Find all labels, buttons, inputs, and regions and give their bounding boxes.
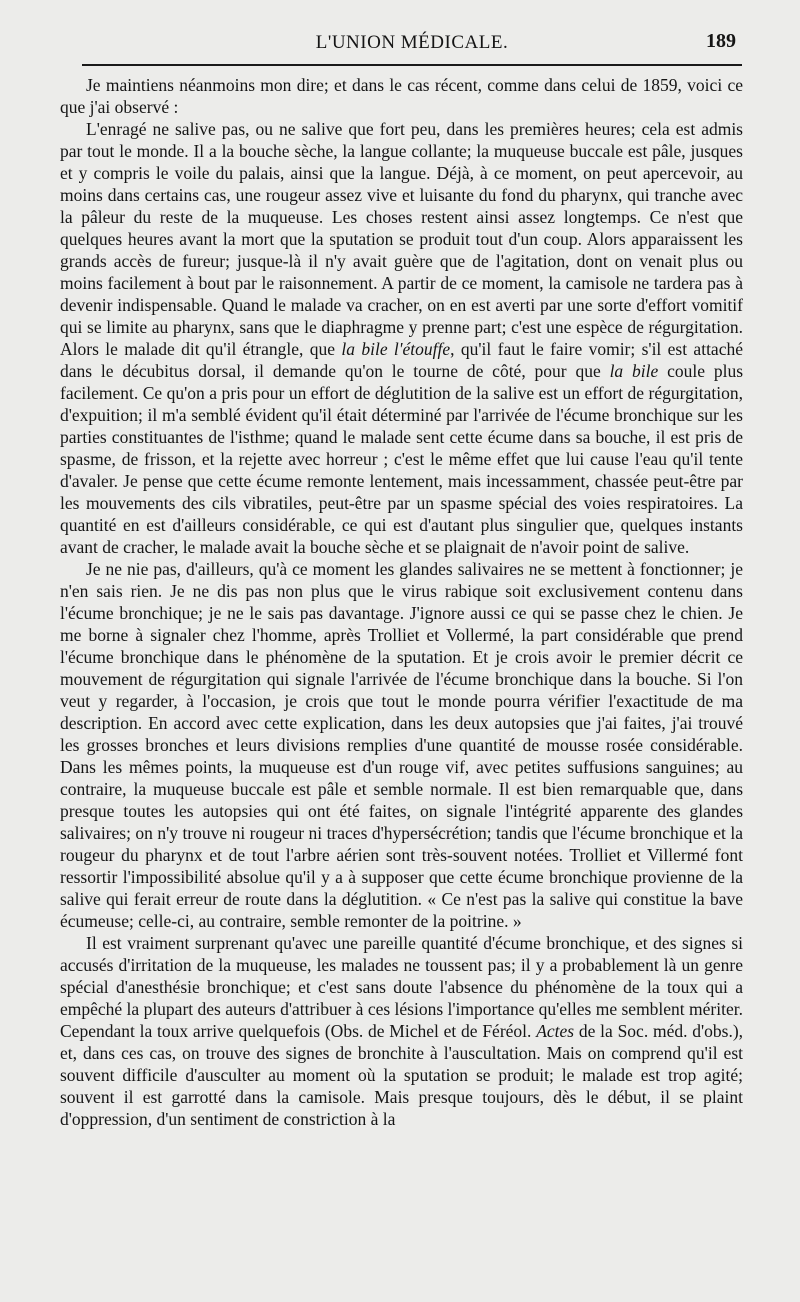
paragraph-2-text-a: L'enragé ne salive pas, ou ne salive que fort peu, dans les premières heures; cela est admis par tout le monde. Il a la bouche sèche, la langue collante; la muqueuse buccale est pâle, jusques et y compris le voile du palais, ainsi que la langue. Déjà, à ce moment, on peut apercevoir, au moins dans certains cas, une rougeur assez vive et luisante du fond du pharynx, qui tranche avec la pâleur du reste de la muqueuse. Les choses restent ainsi assez longtemps. Ce n'est que quelques heures avant la mort que la sputation se produit tout d'un coup. Alors apparaissent les grands accès de fureur; jusque-là il n'y avait guère que de l'agitation, dont on venait plus ou moins facilement à bout par le raisonnement. A partir de ce moment, la camisole ne tardera pas à devenir indispensable. Quand le malade va cracher, on en est averti par une sorte d'effort vomitif qui se limite au pharynx, sans que le diaphragme y prenne part; c'est une espèce de régurgitation. Alors le malade dit qu'il étrangle, que bbox=[60, 119, 743, 359]
paragraph-2-text-b: , qu'il faut le faire vomir; s'il est attaché dans le décubitus dorsal, il demande qu'on le tourne de côté, pour que bbox=[60, 339, 743, 381]
paragraph-2 bbox=[60, 118, 743, 558]
page-number: 189 bbox=[706, 30, 736, 52]
body-text bbox=[60, 74, 743, 1130]
page-header bbox=[82, 28, 742, 64]
italic-phrase-la-bile: la bile bbox=[609, 361, 659, 381]
paragraph-4 bbox=[60, 932, 743, 1130]
paragraph-4-text-a: Il est vraiment surprenant qu'avec une pareille quantité d'écume bronchique, et des signes si accusés d'irritation de la muqueuse, les malades ne toussent pas; il y a probablement là un genre spécial d'anesthésie bronchique; et c'est sans doute l'absence du phénomène de la toux qui a empêché la plupart des auteurs d'attribuer à ces lésions l'importance qu'elles me semblent mériter. Cependant la toux arrive quelquefois (Obs. de Michel et de Féréol. bbox=[60, 933, 743, 1041]
header-rule bbox=[82, 64, 742, 66]
italic-phrase-bile-etouffe: la bile l'étouffe bbox=[341, 339, 451, 359]
running-title: L'UNION MÉDICALE. bbox=[315, 32, 509, 53]
paragraph-4-text-b: de la Soc. méd. d'obs.), et, dans ces cas, on trouve des signes de bronchite à l'auscultation. Mais on comprend qu'il est souvent difficile d'ausculter au moment où la sputation se produit; le malade est trop agité; souvent il est garrotté dans la camisole. Mais presque toujours, dès le début, il se plaint d'oppression, d'un sentiment de constriction à la bbox=[60, 1021, 744, 1129]
italic-word-actes: Actes bbox=[536, 1021, 575, 1041]
paragraph-1: Je maintiens néanmoins mon dire; et dans le cas récent, comme dans celui de 1859, voici ce que j'ai observé : bbox=[60, 75, 743, 117]
paragraph-3: Je ne nie pas, d'ailleurs, qu'à ce moment les glandes salivaires ne se mettent à fonctionner; je n'en sais rien. Je ne dis pas non plus que le virus rabique soit exclusivement contenu dans l'écume bronchique; je ne le sais pas davantage. J'ignore aussi ce qui se passe chez le chien. Je me borne à signaler chez l'homme, après Trolliet et Vollermé, la part considérable que prend l'écume bronchique dans le phénomène de la sputation. Et je crois avoir le premier décrit ce mouvement de régurgitation qui signale l'arrivée de l'écume bronchique dans la bouche. Si l'on veut y regarder, à l'occasion, je crois que tout le monde pourra vérifier l'exactitude de ma description. En accord avec cette explication, dans les deux autopsies que j'ai faites, j'ai trouvé les grosses bronches et leurs divisions remplies d'une quantité de mousse rosée considérable. Dans les mêmes points, la muqueuse est d'un rouge vif, avec petites suffusions sanguines; au contraire, la muqueuse buccale est pâle et semble normale. Il est bien remarquable que, dans presque toutes les autopsies qui ont été faites, on signale l'intégrité apparente des glandes salivaires; on n'y trouve ni rougeur ni traces d'hypersécrétion; tandis que l'écume bronchique et la rougeur du pharynx et de tout l'arbre aérien sont très-souvent notées. Trolliet et Villermé font ressortir l'impossibilité absolue qu'il y a à supposer que cette écume bronchique provienne de la salive qui ferait erreur de route dans la déglutition. « Ce n'est pas la salive qui constitue la bave écumeuse; celle-ci, au contraire, semble remonter de la poitrine. » bbox=[60, 559, 743, 931]
paragraph-2-text-c: coule plus facilement. Ce qu'on a pris pour un effort de déglutition de la salive est un effort de régurgitation, d'expuition; il m'a semblé évident qu'il était déterminé par l'arrivée de l'écume bronchique sur les parties constituantes de l'isthme; quand le malade sent cette écume dans sa bouche, il est pris de spasme, de frisson, et la rejette avec horreur ; c'est le même effet que lui cause l'eau qu'il tente d'avaler. Je pense que cette écume remonte lentement, mais incessamment, chassée peut-être par les mouvements des cils vibratiles, peut-être par un spasme spécial des voies respiratoires. La quantité en est d'ailleurs considérable, ce qui est d'autant plus singulier que, quelques instants avant de cracher, le malade avait la bouche sèche et se plaignait de n'avoir point de salive. bbox=[60, 361, 744, 557]
